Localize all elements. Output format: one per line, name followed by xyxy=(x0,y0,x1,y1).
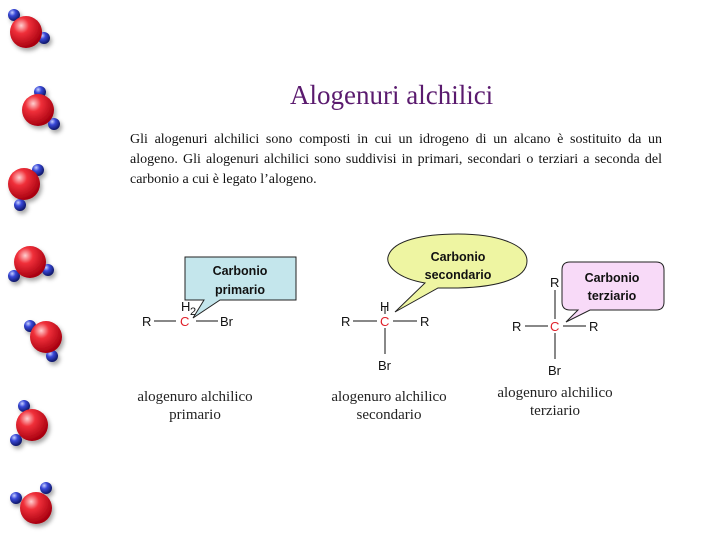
tertiary-r-right-label: R xyxy=(589,319,599,334)
secondary-caption xyxy=(314,388,464,424)
primary-structure xyxy=(142,257,296,329)
secondary-h-label: H xyxy=(380,299,390,314)
tertiary-caption-line1: alogenuro alchilico xyxy=(497,385,613,401)
secondary-r-right-label: R xyxy=(420,314,430,329)
primary-caption-line2: primario xyxy=(169,407,221,423)
secondary-r-left-label: R xyxy=(341,314,351,329)
secondary-carbon-label: C xyxy=(380,314,390,329)
tertiary-r-left-label: R xyxy=(512,319,522,334)
tertiary-caption xyxy=(480,384,630,420)
tertiary-callout-line1: Carbonio xyxy=(584,271,640,285)
slide-title: Alogenuri alchilici xyxy=(290,80,494,110)
secondary-br-label: Br xyxy=(378,358,391,373)
primary-h-label: H xyxy=(181,299,191,314)
secondary-caption-line1: alogenuro alchilico xyxy=(331,389,447,405)
primary-caption xyxy=(120,388,270,424)
secondary-callout-line2: secondario xyxy=(424,268,492,282)
tertiary-carbon-label: C xyxy=(550,319,560,334)
tertiary-callout-line2: terziario xyxy=(587,289,637,303)
tertiary-structure xyxy=(512,262,664,378)
intro-paragraph: Gli alogenuri alchilici sono composti in cui un idrogeno di un alcano è sostituito da un alogeno. Gli alogenuri alchilici sono suddivisi in primari, secondari o terziari a seconda del carbonio a cui è legato l’alogeno. xyxy=(130,132,662,187)
primary-carbon-label: C xyxy=(180,314,190,329)
primary-callout-line1: Carbonio xyxy=(212,264,268,278)
secondary-callout-line1: Carbonio xyxy=(430,250,486,264)
secondary-caption-line2: secondario xyxy=(356,407,422,423)
primary-r-label: R xyxy=(142,314,152,329)
tertiary-br-label: Br xyxy=(548,363,561,378)
primary-caption-line1: alogenuro alchilico xyxy=(137,389,253,405)
secondary-structure xyxy=(341,234,527,373)
tertiary-caption-line2: terziario xyxy=(530,403,580,419)
primary-callout-line2: primario xyxy=(214,283,266,297)
primary-h-subscript: 2 xyxy=(190,306,197,318)
primary-br-label: Br xyxy=(220,314,233,329)
tertiary-r-top-label: R xyxy=(550,275,560,290)
